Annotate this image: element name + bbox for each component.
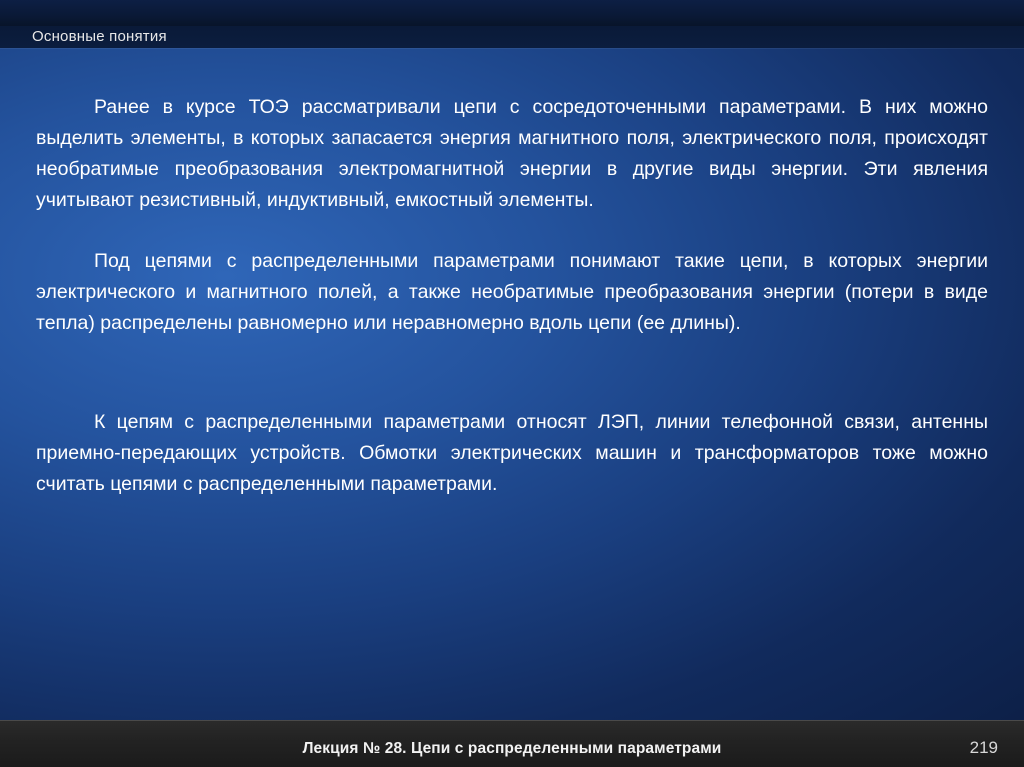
body-paragraph: Ранее в курсе ТОЭ рассматривали цепи с сосредоточенными параметрами. В них можно выделить элементы, в которых запасается энергия магнитного поля, электрического поля, происходят необратимые преобразования электромагнитной энергии в другие виды энергии. Эти явления учитывают резистивный, индуктивный, емкостный элементы. [36, 96, 988, 211]
top-banner [0, 0, 1024, 26]
body-paragraph: К цепям с распределенными параметрами относят ЛЭП, линии телефонной связи, антенны приемно-передающих устройств. Обмотки электрических машин и трансформаторов тоже можно считать цепями с распределенными параметрами. [36, 411, 988, 495]
page-number: 219 [969, 738, 998, 757]
footer-title: Лекция № 28. Цепи с распределенными параметрами [302, 740, 722, 757]
slide-body [36, 92, 988, 500]
title-divider [0, 48, 1024, 49]
body-paragraph: Под цепями с распределенными параметрами понимают такие цепи, в которых энергии электрического и магнитного полей, а также необратимые преобразования энергии (потери в виде тепла) распределены равномерно или неравномерно вдоль цепи (ее длины). [36, 250, 988, 334]
page-title: Основные понятия [32, 28, 167, 45]
